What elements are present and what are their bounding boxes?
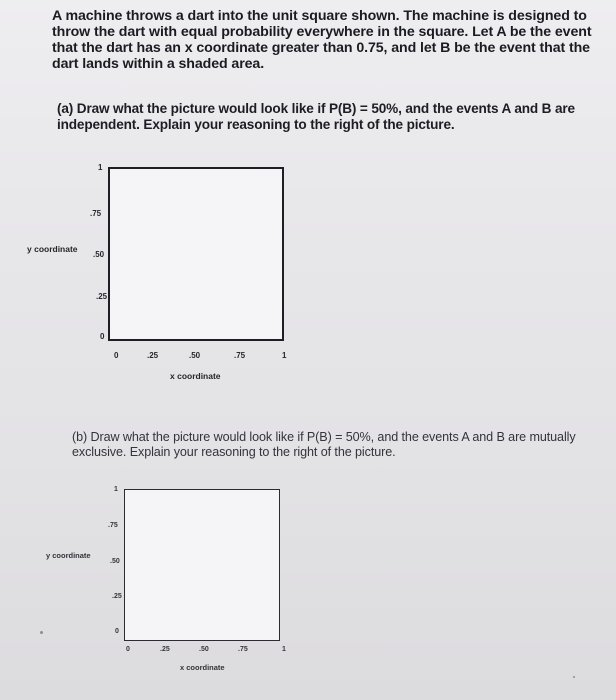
part-a-x-tick-1: 1 [282,351,287,360]
part-b-y-axis-label: y coordinate [46,551,91,560]
part-a-unit-square[interactable] [108,167,284,341]
part-b-y-tick-75: .75 [108,522,118,529]
part-b-x-axis-label: x coordinate [180,663,225,672]
part-a-y-tick-75: .75 [90,209,102,218]
part-b-x-tick-1: 1 [282,646,286,653]
paper-speck [40,631,43,634]
paper-speck [573,676,575,678]
part-a-x-axis-label: x coordinate [170,371,221,381]
part-b-x-tick-25: .25 [160,646,170,653]
part-b-y-tick-0: 0 [115,628,119,635]
problem-statement: A machine throws a dart into the unit square shown. The machine is designed to throw the dart with equal probability everywhere in the square. Let A be the event that the dart has an x coordinate greater than 0.75, and let B be the event that the dart lands within a shaded area. [52,8,592,72]
part-b-x-tick-50: .50 [199,646,209,653]
part-b-y-tick-50: .50 [110,558,120,565]
part-b-y-tick-1: 1 [114,486,118,493]
part-b-x-tick-75: .75 [238,646,248,653]
part-b-y-tick-25: .25 [112,593,122,600]
part-a-x-tick-25: .25 [147,351,159,360]
part-a-y-tick-50: .50 [93,250,105,259]
part-b-question: (b) Draw what the picture would look like if P(B) = 50%, and the events A and B are mutually exclusive. Explain your reasoning to the right of the picture. [72,430,576,459]
part-a-y-tick-25: .25 [96,292,108,301]
part-a-y-tick-1: 1 [98,163,103,172]
part-a-y-tick-0: 0 [100,332,105,341]
part-b-x-tick-0: 0 [126,646,130,653]
part-a-x-tick-75: .75 [234,351,246,360]
part-b-unit-square[interactable] [124,489,280,641]
part-a-question: (a) Draw what the picture would look like if P(B) = 50%, and the events A and B are independent. Explain your reasoning to the right of the picture. [57,101,575,132]
part-a-y-axis-label: y coordinate [27,244,78,254]
part-a-x-tick-0: 0 [114,351,119,360]
part-a-x-tick-50: .50 [189,351,201,360]
